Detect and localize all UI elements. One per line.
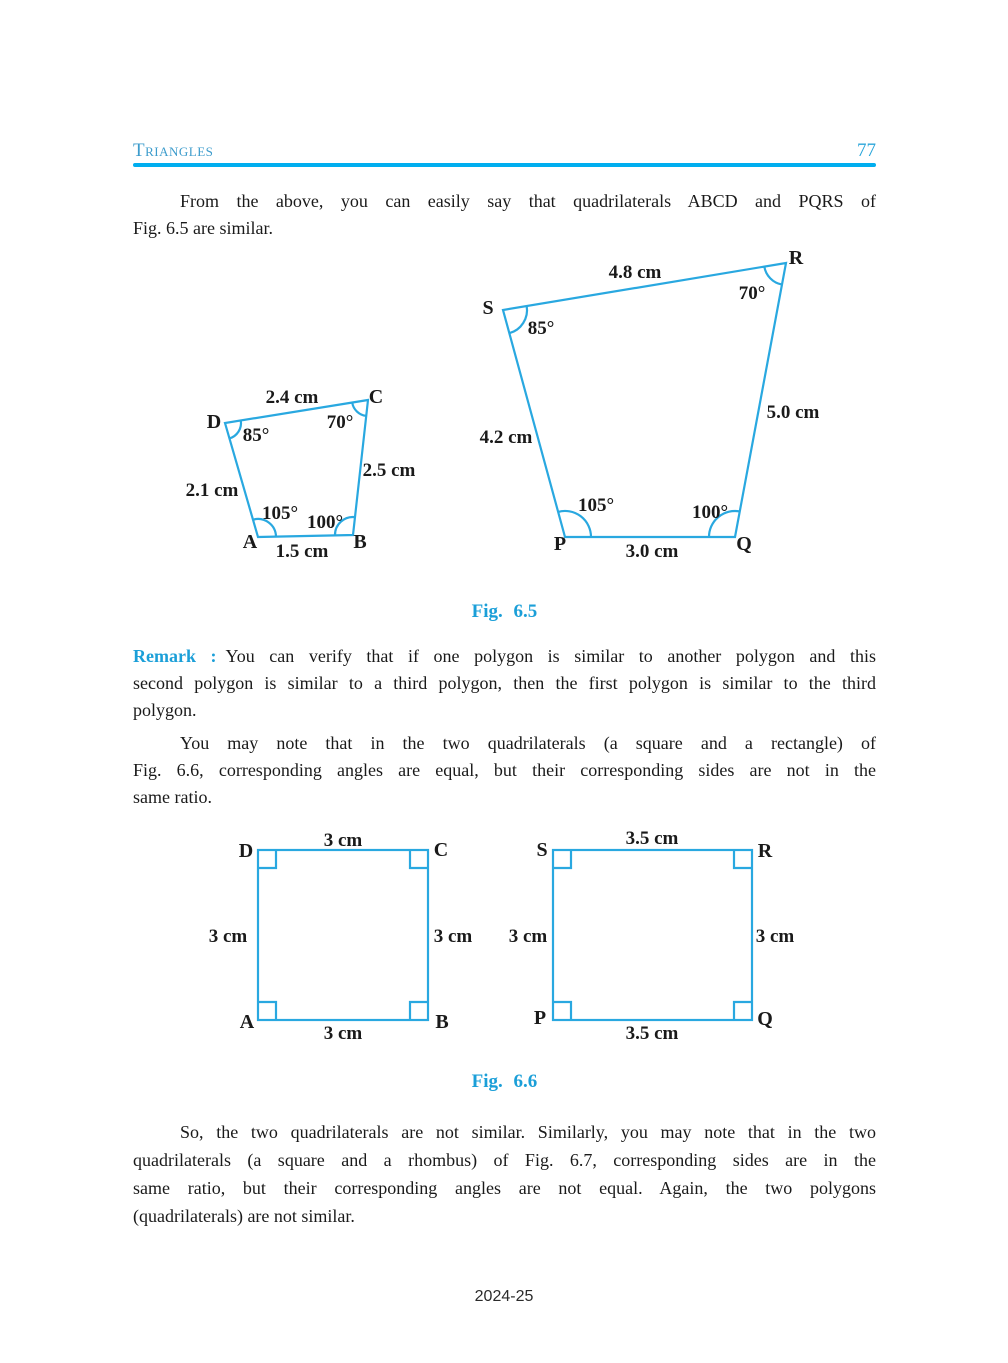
angle-label-q: 100° — [691, 502, 729, 523]
side-label-right: 3 cm — [755, 926, 795, 947]
text-line — [133, 643, 876, 670]
square-abcd — [258, 850, 428, 1020]
text-line: quadrilaterals (a square and a rhombus) of Fig. 6.7, corresponding sides are in the — [133, 1150, 876, 1170]
side-label-left: 3 cm — [508, 926, 548, 947]
text-line: So, the two quadrilaterals are not similar. Similarly, you may note that in the two — [180, 1122, 876, 1142]
right-angle-mark-p — [553, 1002, 571, 1020]
quadrilateral-pqrs — [503, 263, 786, 537]
angle-arc-d — [229, 421, 241, 439]
remark-text: You can verify that if one polygon is similar to another polygon and this — [225, 646, 876, 666]
side-label-dc: 2.4 cm — [265, 387, 319, 408]
vertex-label-s: S — [482, 297, 494, 319]
vertex-label-p: P — [533, 1007, 547, 1029]
figure-6-6-caption: Fig. 6.6 — [471, 1071, 538, 1092]
chapter-title: Triangles — [133, 140, 214, 161]
paragraph-intro — [133, 188, 876, 242]
text-line: same ratio. — [133, 787, 212, 807]
vertex-label-q: Q — [736, 533, 752, 555]
vertex-label-b: B — [435, 1011, 449, 1033]
side-label-pq: 3.0 cm — [625, 541, 679, 562]
vertex-label-d: D — [206, 411, 222, 433]
angle-label-p: 105° — [577, 495, 615, 516]
text-line: same ratio, but their corresponding angles are not equal. Again, the two polygons — [133, 1178, 876, 1198]
vertex-label-s: S — [536, 839, 548, 861]
text-line: From the above, you can easily say that quadrilaterals ABCD and PQRS of — [180, 191, 876, 211]
side-label-bottom: 3.5 cm — [625, 1023, 679, 1044]
rectangle-pqrs — [553, 850, 752, 1020]
angle-label-r: 70° — [738, 283, 766, 304]
vertex-label-b: B — [353, 531, 367, 553]
side-label-rq: 5.0 cm — [766, 402, 820, 423]
page-header — [133, 140, 876, 162]
text-line: (quadrilaterals) are not similar. — [133, 1206, 355, 1226]
paragraph-closing — [133, 1118, 876, 1230]
side-label-sr: 4.8 cm — [608, 262, 662, 283]
text-line: Fig. 6.6, corresponding angles are equal, but their corresponding sides are not in the — [133, 760, 876, 780]
right-angle-mark-d — [258, 850, 276, 868]
right-angle-mark-b — [410, 1002, 428, 1020]
vertex-label-p: P — [553, 533, 567, 555]
text-line: second polygon is similar to a third polygon, then the first polygon is similar to the third — [133, 673, 876, 693]
right-angle-mark-q — [734, 1002, 752, 1020]
angle-label-d: 85° — [242, 425, 270, 446]
vertex-label-r: R — [788, 247, 804, 269]
figure-6-5 — [140, 240, 860, 570]
side-label-top: 3 cm — [323, 830, 363, 851]
text-line: Fig. 6.5 are similar. — [133, 218, 273, 238]
side-label-ab: 1.5 cm — [275, 541, 329, 562]
side-label-sp: 4.2 cm — [479, 427, 533, 448]
angle-arc-r — [764, 267, 782, 285]
side-label-ad: 2.1 cm — [185, 480, 239, 501]
side-label-cb: 2.5 cm — [362, 460, 416, 481]
paragraph-remark — [133, 643, 876, 724]
header-rule — [133, 163, 876, 167]
vertex-label-q: Q — [757, 1008, 773, 1030]
side-label-top: 3.5 cm — [625, 828, 679, 849]
right-angle-mark-s — [553, 850, 571, 868]
right-angle-mark-a — [258, 1002, 276, 1020]
text-line: polygon. — [133, 700, 197, 720]
right-angle-mark-c — [410, 850, 428, 868]
footer-edition-year: 2024-25 — [474, 1288, 534, 1305]
side-label-left: 3 cm — [208, 926, 248, 947]
side-label-right: 3 cm — [433, 926, 473, 947]
text-line: You may note that in the two quadrilaterals (a square and a rectangle) of — [180, 733, 876, 753]
angle-label-b: 100° — [306, 512, 344, 533]
right-angle-mark-r — [734, 850, 752, 868]
paragraph-fig66-intro — [133, 730, 876, 811]
vertex-label-a: A — [239, 1011, 255, 1033]
angle-label-s: 85° — [527, 318, 555, 339]
vertex-label-c: C — [433, 839, 449, 861]
side-label-bottom: 3 cm — [323, 1023, 363, 1044]
remark-label: Remark : — [133, 646, 217, 666]
figure-6-6 — [200, 825, 820, 1050]
angle-label-c: 70° — [326, 412, 354, 433]
figure-6-5-caption: Fig. 6.5 — [471, 601, 538, 622]
vertex-label-d: D — [238, 840, 254, 862]
page-number: 77 — [857, 140, 876, 161]
vertex-label-c: C — [368, 386, 384, 408]
angle-label-a: 105° — [261, 503, 299, 524]
vertex-label-r: R — [757, 840, 773, 862]
angle-arc-s — [509, 306, 527, 333]
vertex-label-a: A — [242, 531, 258, 553]
angle-arc-c — [352, 403, 366, 416]
